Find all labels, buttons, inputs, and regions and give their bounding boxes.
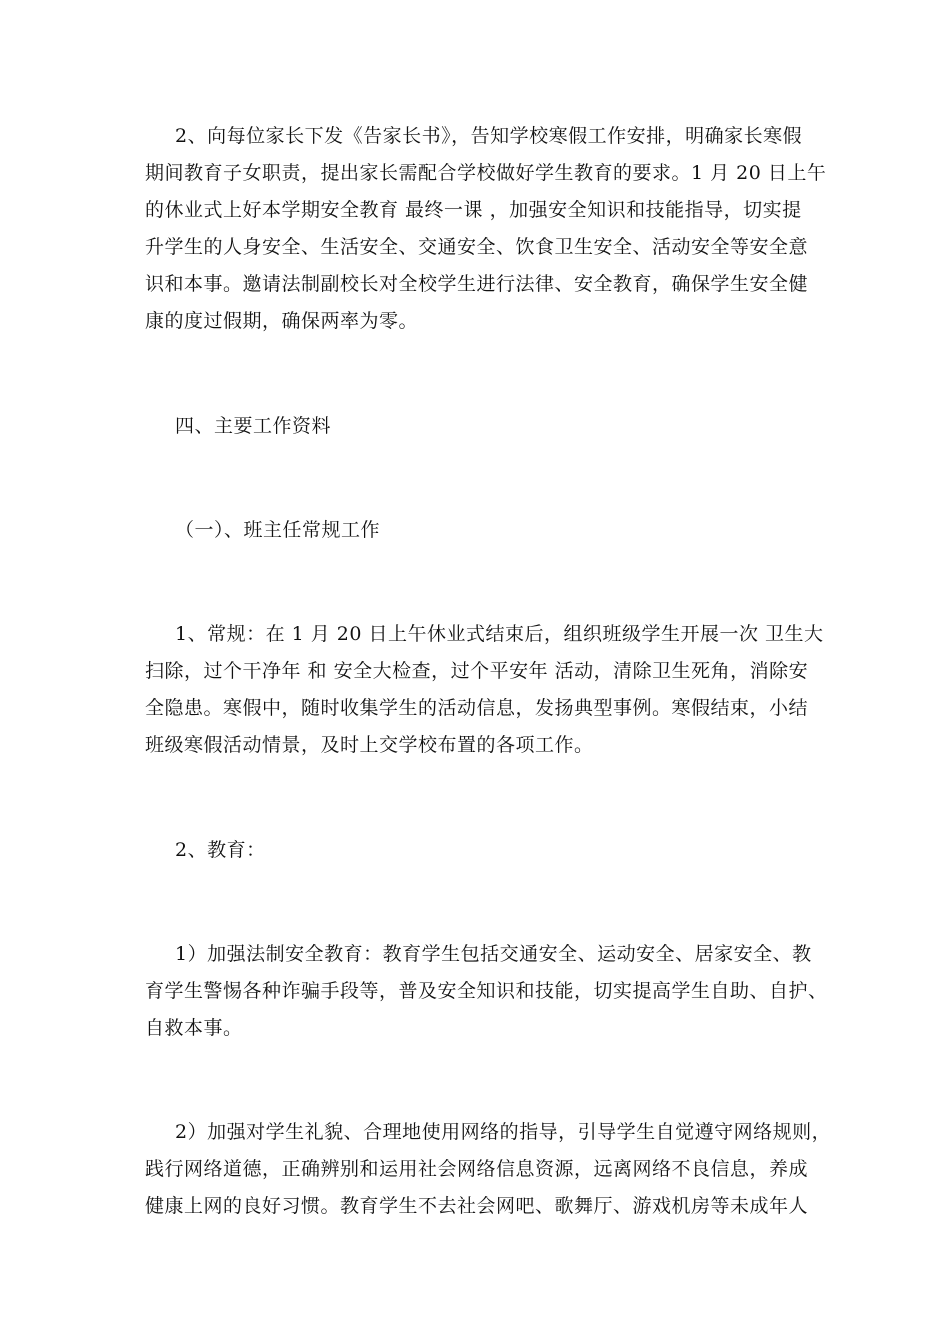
text-line: 康的度过假期，确保两率为零。: [145, 310, 419, 332]
paragraph-internet-use: [145, 1114, 832, 1225]
text-line: 2、向每位家长下发《告家长书》，告知学校寒假工作安排，明确家长寒假: [175, 125, 803, 147]
section-heading-main-work: 四、主要工作资料: [175, 415, 332, 437]
subsection-heading-class-teacher: （一）、班主任常规工作: [175, 519, 381, 541]
text-line: 践行网络道德，正确辨别和运用社会网络信息资源，远离网络不良信息，养成: [145, 1158, 809, 1180]
text-line: 健康上网的良好习惯。教育学生不去社会网吧、歌舞厅、游戏机房等未成年人: [145, 1195, 809, 1217]
text-line: 扫除，过个干净年 和 安全大检查，过个平安年 活动，清除卫生死角，消除安: [145, 660, 809, 682]
paragraph-routine: [145, 616, 824, 764]
text-line: 2）加强对学生礼貌、合理地使用网络的指导，引导学生自觉遵守网络规则，: [175, 1121, 832, 1143]
item-heading-education: 2、教育：: [175, 839, 266, 861]
text-line: 的休业式上好本学期安全教育 最终一课 ，加强安全知识和技能指导，切实提: [145, 199, 802, 221]
text-line: 1、常规：在 1 月 20 日上午休业式结束后，组织班级学生开展一次 卫生大: [175, 623, 824, 645]
text-line: 识和本事。邀请法制副校长对全校学生进行法律、安全教育，确保学生安全健: [145, 273, 809, 295]
paragraph-legal-safety: [145, 936, 828, 1047]
text-line: 1）加强法制安全教育：教育学生包括交通安全、运动安全、居家安全、教: [175, 943, 812, 965]
text-line: 自救本事。: [145, 1017, 243, 1039]
text-line: 期间教育子女职责，提出家长需配合学校做好学生教育的要求。1 月 20 日上午: [145, 162, 827, 184]
text-line: 升学生的人身安全、生活安全、交通安全、饮食卫生安全、活动安全等安全意: [145, 236, 809, 258]
text-line: 育学生警惕各种诈骗手段等，普及安全知识和技能，切实提高学生自助、自护、: [145, 980, 828, 1002]
paragraph-parent-letter: [145, 118, 827, 340]
text-line: 全隐患。寒假中，随时收集学生的活动信息，发扬典型事例。寒假结束，小结: [145, 697, 809, 719]
text-line: 班级寒假活动情景，及时上交学校布置的各项工作。: [145, 734, 594, 756]
